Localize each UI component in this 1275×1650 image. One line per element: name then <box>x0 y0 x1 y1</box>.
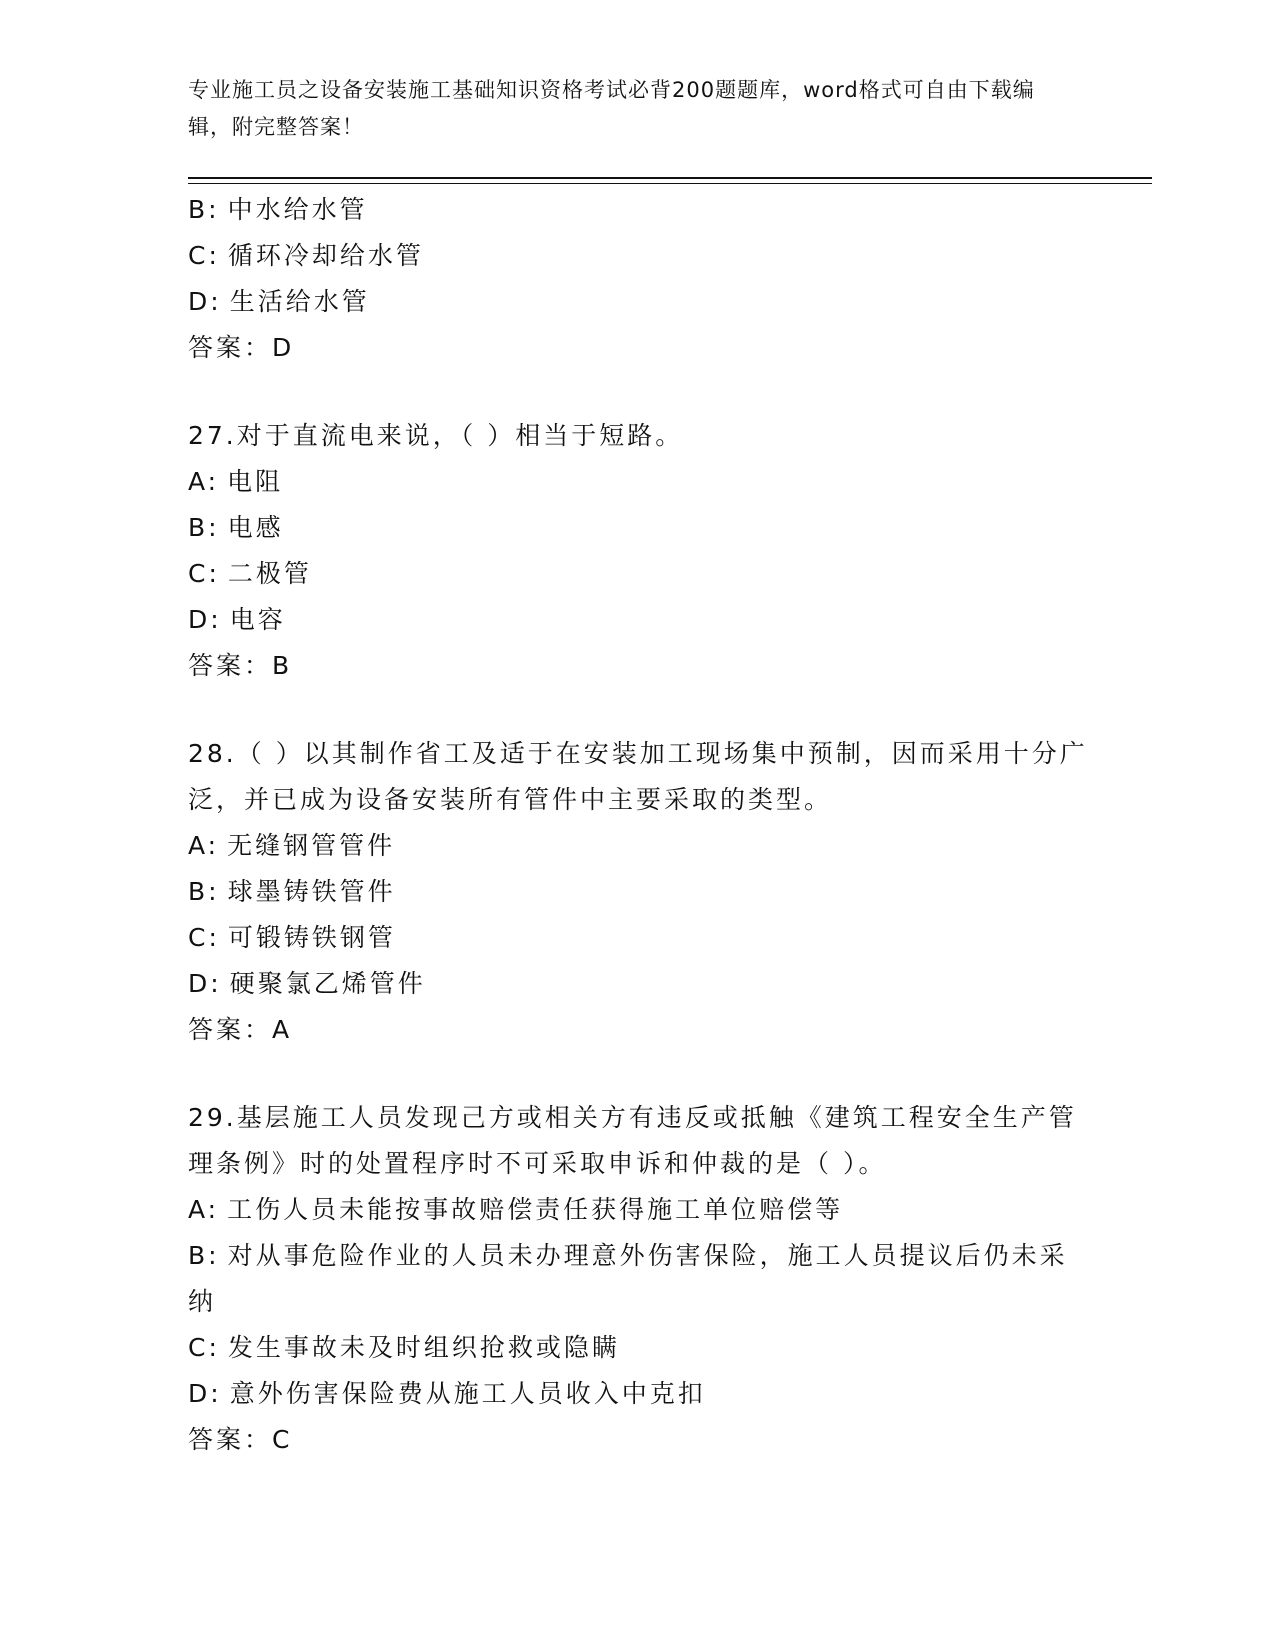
question-text: 28.（ ）以其制作省工及适于在安装加工现场集中预制，因而采用十分广泛，并已成为设备安装所有管件中主要采取的类型。 <box>188 739 1088 814</box>
option-text: 意外伤害保险费从施工人员收入中克扣 <box>229 1379 706 1408</box>
answer-line: 答案：A <box>188 1015 293 1044</box>
option-text: 硬聚氯乙烯管件 <box>229 969 426 998</box>
option-d <box>188 597 1088 643</box>
option-key: A: <box>188 831 220 860</box>
header-divider-thin <box>188 183 1152 184</box>
option-text: 可锻铸铁钢管 <box>227 923 396 952</box>
answer-line: 答案：C <box>188 1425 293 1454</box>
option-b <box>188 869 1088 915</box>
option-key: B: <box>188 513 220 542</box>
option-text: 球墨铸铁管件 <box>227 877 396 906</box>
question-block-28 <box>188 731 1088 1053</box>
spacer <box>188 1053 1088 1095</box>
question-list <box>188 187 1088 1463</box>
option-a <box>188 459 1088 505</box>
option-text: 工伤人员未能按事故赔偿责任获得施工单位赔偿等 <box>227 1195 844 1224</box>
option-c <box>188 1325 1088 1371</box>
option-b <box>188 187 1088 233</box>
option-text: 生活给水管 <box>229 287 370 316</box>
option-key: D: <box>188 969 222 998</box>
option-d <box>188 279 1088 325</box>
option-key: A: <box>188 1195 220 1224</box>
option-text: 电感 <box>227 513 284 542</box>
question-block-29 <box>188 1095 1088 1463</box>
question-block-26 <box>188 187 1088 371</box>
option-b <box>188 1233 1088 1325</box>
document-header: 专业施工员之设备安装施工基础知识资格考试必背200题题库，word格式可自由下载编辑，附完整答案！ <box>188 78 1035 139</box>
option-key: B: <box>188 1241 220 1270</box>
option-c <box>188 915 1088 961</box>
option-text: 对从事危险作业的人员未办理意外伤害保险，施工人员提议后仍未采纳 <box>188 1241 1068 1316</box>
option-text: 循环冷却给水管 <box>227 241 424 270</box>
spacer <box>188 689 1088 731</box>
question-text: 29.基层施工人员发现己方或相关方有违反或抵触《建筑工程安全生产管理条例》时的处置程序时不可采取申诉和仲裁的是（ ）。 <box>188 1103 1077 1178</box>
option-text: 电容 <box>229 605 286 634</box>
option-text: 中水给水管 <box>227 195 368 224</box>
option-key: C: <box>188 923 220 952</box>
option-c <box>188 233 1088 279</box>
option-a <box>188 1187 1088 1233</box>
question-block-27 <box>188 413 1088 689</box>
option-key: D: <box>188 605 222 634</box>
option-text: 无缝钢管管件 <box>227 831 396 860</box>
option-key: B: <box>188 877 220 906</box>
answer-line: 答案：D <box>188 333 295 362</box>
option-c <box>188 551 1088 597</box>
option-text: 发生事故未及时组织抢救或隐瞒 <box>227 1333 620 1362</box>
answer-line: 答案：B <box>188 651 293 680</box>
question-text: 27.对于直流电来说，（ ）相当于短路。 <box>188 421 684 450</box>
option-key: A: <box>188 467 220 496</box>
option-text: 二极管 <box>227 559 312 588</box>
option-key: D: <box>188 1379 222 1408</box>
option-b <box>188 505 1088 551</box>
option-a <box>188 823 1088 869</box>
option-d <box>188 1371 1088 1417</box>
option-key: B: <box>188 195 220 224</box>
option-key: D: <box>188 287 222 316</box>
option-text: 电阻 <box>227 467 284 496</box>
option-key: C: <box>188 559 220 588</box>
header-divider-thick <box>188 177 1152 179</box>
option-d <box>188 961 1088 1007</box>
option-key: C: <box>188 241 220 270</box>
option-key: C: <box>188 1333 220 1362</box>
spacer <box>188 371 1088 413</box>
